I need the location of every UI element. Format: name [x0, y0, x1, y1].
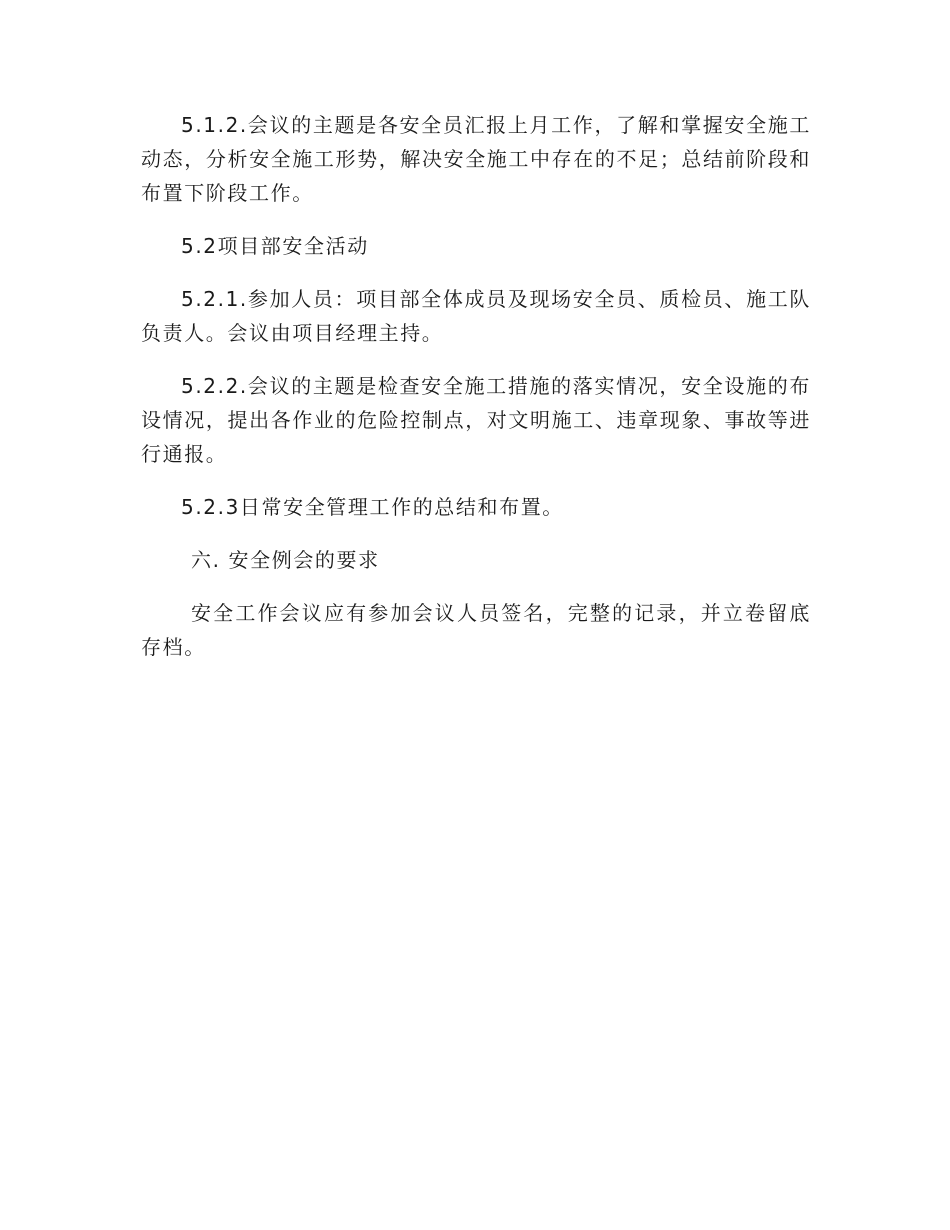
paragraph-5-2-2: 5.2.2.会议的主题是检查安全施工措施的落实情况，安全设施的布设情况，提出各作业的危险控制点，对文明施工、违章现象、事故等进行通报。: [141, 374, 811, 466]
paragraph-section-6-body: 安全工作会议应有参加会议人员签名，完整的记录，并立卷留底存档。: [141, 601, 811, 659]
heading-5-2: 5.2项目部安全活动: [181, 234, 369, 258]
paragraph-5-1-2: 5.1.2.会议的主题是各安全员汇报上月工作，了解和掌握安全施工动态，分析安全施工形势，解决安全施工中存在的不足；总结前阶段和布置下阶段工作。: [141, 113, 811, 205]
paragraph-5-2-3: 5.2.3日常安全管理工作的总结和布置。: [181, 495, 564, 519]
document-body: [141, 108, 811, 664]
paragraph-5-2-1: 5.2.1.参加人员：项目部全体成员及现场安全员、质检员、施工队负责人。会议由项目经理主持。: [141, 287, 811, 345]
heading-section-6: 六. 安全例会的要求: [191, 548, 380, 572]
